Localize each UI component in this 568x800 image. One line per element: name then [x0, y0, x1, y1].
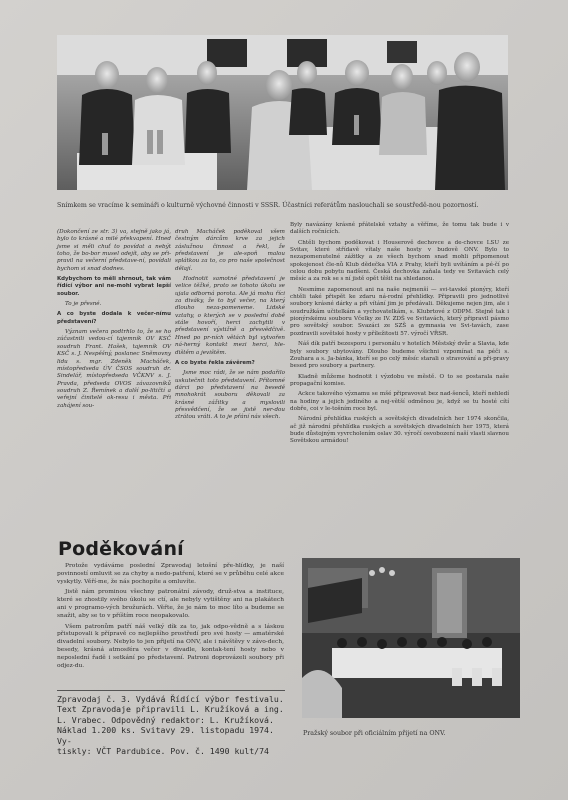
- imprint-line: Náklad 1.200 ks. Svitavy 29. listopadu 1974. Vy-: [57, 725, 274, 746]
- paragraph: Kladně můžeme hodnotit i výzdobu ve městě. O to se postarala naše propagační komise.: [290, 373, 509, 387]
- thanks-column: [290, 222, 509, 449]
- paragraph: Náš dík patří bezesporu i personálu v hotelích Městský dvůr a Slavia, kde byly soubory ubytovány. Dlouho budeme všichni vzpomínat na péči s. Zouhara a s. Ja-bánka, kteří se po celý měsíc starali o stravování a při-pravy besed pro soubory a partnery.: [290, 341, 509, 370]
- interview-question: A co byste dodala k večer-nímu představení?: [57, 311, 171, 325]
- imprint-line: Text Zpravodaje připravili L. Kružíková a ing.: [57, 704, 284, 715]
- paragraph: Všem patronům patří náš velký dík za to, jak odpo-vědně a s láskou přistupovali k přípravě co nejlepšího prostředí pro své hosty — amatérské divadelní soubory. Nebylo to jen přijetí na ONV, ale i návštěvy v závo-dech, besedy, krásná atmosféra večer v divadle, kontak-tení hosty nebo v neposlední řadě i setkání po představení. Patroni doprovázeli soubory při odjez-du.: [57, 623, 284, 669]
- seminar-photo: [57, 35, 508, 190]
- paragraph: Hodnotit samotné představení je velice těžké, proto se tohoto úkolu se ujala odborná porota. Ale já mohu říci za diváky, že to byl večer, na který dlouho neza-pomeneme. Lidské vztahy, o kterých se v poslední době stále hovoří, herci zachytili v představení výstižně a přesvědčivě. Hned po pr-ních větách byl vytvořen ná-herný kontakt mezi herci, hle-dištěm a jevištěm.: [175, 276, 285, 356]
- paragraph: (Dokončení ze str. 3) va, stejně jako já, bylo to krásné a milé překvapení. Hned jsme si měli chuť to povídat a nebýt toho, že bo-bor musel odejít, aby se při-pravil na večerní představe-ní, povídali bychom si snad dodnes.: [57, 229, 171, 272]
- interview-column-2: [175, 229, 285, 425]
- podekovani-heading: Poděkování: [58, 538, 184, 560]
- reception-photo: [302, 558, 520, 718]
- paragraph: Byly navázány krásné přátelské vztahy a věříme, že tomu tak bude i v dalších ročnících.: [290, 222, 509, 236]
- paragraph: Jistě nám prominou všechny patronátní závody, druž-stva a instituce, které se zhostily svého úkolu se ctí, ale nebyly vytištěny ani na plakátech ani v programo-vých brožurách. Věřte, že je nám to moc líto a budeme se snažit, aby se to v příštím roce neopakovalo.: [57, 589, 284, 619]
- interview-question: A co byste řekla závěrem?: [175, 359, 255, 366]
- paragraph: Ackce takového významu se mšé připravovat bez nad-šenců, kteří nehledí na hodiny a jejich jediného a nej-větší odměnou je, když se tu hosté cítí dobře, coi v le-tošním roce byl.: [290, 391, 509, 412]
- imprint: [57, 694, 287, 756]
- imprint-divider: [57, 690, 285, 691]
- paragraph: druh Macháček poděkoval všem čestným dárcům krve za jejich záslužnou činnost a řekl, že představení je ale-spoň malou splátkou za to, co pro naše společnost dělají.: [175, 229, 285, 272]
- imprint-line: tiskly: VČT Pardubice. Pov. č. 1490 kult/74: [57, 746, 269, 757]
- paragraph: Význam večera podtrhlo to, že se ho zúčastnili vedou-cí tajemník OV KSČ soudruh Frant. Hašek, tajemník OV KSČ s. J. Nespěšný, poslanec Sněmovny lidu s. mgr. Zdeněk Macháček, místopředseda ÚV ČSOS soudruh dr. Sindelář, místopředseda VČKNV s. J. Pravda, předseda OVOS závazovníků soudruh Z. Řemínek a další po-litičtí a veřejní činitelé ok-resu i města. Při zahájení sou-: [57, 329, 171, 409]
- seminar-photo-caption: Snímkem se vracíme k semináři o kulturně výchovné činnosti v SSSR. Účastníci referátům naslouchali se soustředě-nou pozorností.: [57, 202, 479, 209]
- interview-answer: To je přesné.: [65, 301, 102, 308]
- paragraph: Protože vydáváme poslední Zpravodaj letošní pře-hlídky, je naší povinností omluvit se za chyby a nedo-patření, které se v průběhu celé akce vyskytly. Věří-me, že nás pochopíte a omluvíte.: [57, 563, 284, 585]
- paragraph: Chtěli bychom poděkovat i Houserově dechovce a de-chovce LSU ze Svitav, které střídavě vítaly naše hosty v budově ONV. Bylo to nezapomenutelné zážitky a ze všech bychom snad mohli připomenout spokojenost čle-nů Klub dědečka VIA z Prahy, kteří byli uvítáním a pé-čí po celou dobu pobytu nadšeni. Česká dechovka zaňala tedy ve Svitavách celý měsíc a za rok se s ní jistě opět těšit na shledanou.: [290, 239, 509, 283]
- interview-column-1: [57, 229, 171, 413]
- imprint-line: Zpravodaj č. 3. Vydává Řídící výbor festivalu.: [57, 694, 284, 704]
- reception-photo-caption: Pražský soubor při oficiálním přijetí na ONV.: [303, 730, 446, 737]
- imprint-line: L. Vrabec. Odpovědný redaktor: L. Kružíková.: [57, 714, 274, 725]
- paragraph: Jsme moc rádi, že se nám podařilo uskutečnit toto představení. Přítomné dárci po představení na besedě mnohokrát souboru děkovali za krásné zážitky a myslovili přesvědčení, že se jistě ner-dou ztrátou vráti. A to je přání nás všech.: [175, 370, 285, 421]
- paragraph: Nesmíme zapomenout ani na naše nejmenší — svi-tavské pionýry, kteří chtěli také přispět ke zdaru ná-rodní přehlídky. Připravili pro jednotlivé soubory krásné dárky a při vítání jim je předávali. Děkujeme nejen jim, ale i soudružkám učitelkám a vychovatelkám, s. Klubrtové z ODPM. Stejně tak i pionýrskému souboru Včelky ze IV. ZDŠ ve Svitavách, který připravil pásmo pro sovětský soubor. Svazáci ze SZŠ a gymnasia ve Svi-tavách, zase pozdravili sovětské hosty v příležitosti 57. výročí VŘSR.: [290, 286, 509, 337]
- podekovani-text: [57, 563, 284, 673]
- paragraph: Národní přehlídka ruských a sovětských divadelních her 1974 skončila, ač již národní přehlídka ruských a sovětských divadelních her 1975, která bude důstojným vyvrcholením oslav 30. výročí osvobození naší vlasti slavnou Sovětskou armádou!: [290, 416, 509, 445]
- interview-question: Kdybychom to měli shrnout, tak vám řídící výbor ani ne-mohl vybrat lepší soubor.: [57, 276, 171, 297]
